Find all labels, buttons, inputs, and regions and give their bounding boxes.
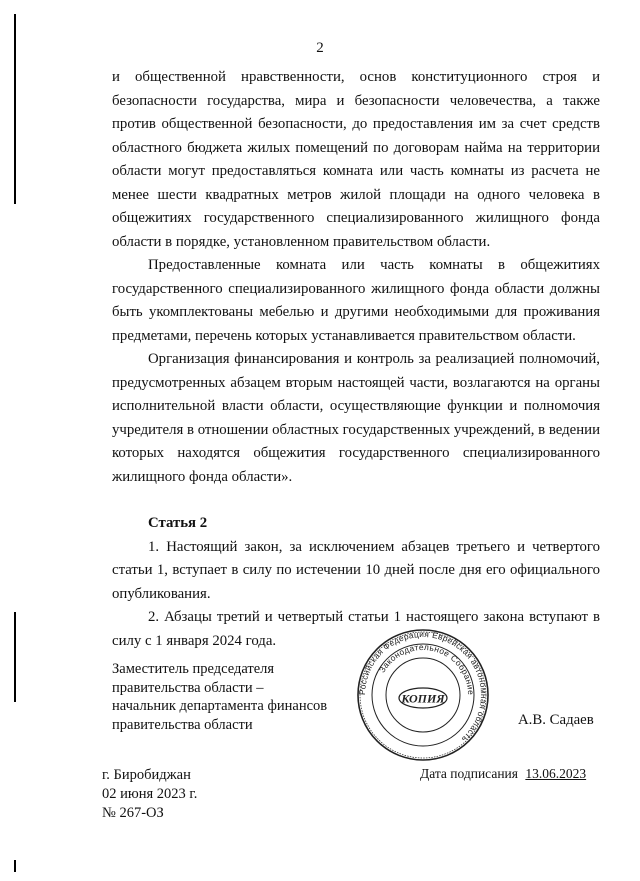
article-heading: Статья 2 — [148, 515, 208, 531]
scan-edge-mark — [14, 860, 16, 872]
issue-details — [102, 766, 197, 823]
signatory-title-line: правительства области – — [112, 679, 264, 696]
paragraph: 2. Абзацы третий и четвертый статьи 1 настоящего закона вступают в силу с 1 января 2024 года. — [112, 609, 600, 649]
seal-outer-text: Российская Федерация Еврейская автономная область — [356, 628, 490, 745]
issue-date: 02 июня 2023 г. — [102, 786, 198, 802]
seal-inner-text: Законодательное Собрание — [376, 641, 477, 696]
law-number: № 267-ОЗ — [102, 805, 164, 821]
signing-date-label: Дата подписания — [420, 766, 518, 781]
official-seal-stamp — [356, 628, 490, 762]
document-body — [112, 66, 600, 653]
paragraph: 1. Настоящий закон, за исключением абзацев третьего и четвертого статьи 1, вступает в силу по истечении 10 дней после дня его официального опубликования. — [112, 538, 600, 602]
page-number: 2 — [316, 40, 324, 56]
signatory-name: А.В. Садаев — [518, 712, 594, 728]
signatory-title-line: Заместитель председателя — [112, 661, 275, 677]
issue-place: г. Биробиджан — [102, 767, 191, 783]
signatory-title-line: начальник департамента финансов — [112, 698, 328, 714]
signing-date-value: 13.06.2023 — [525, 766, 587, 781]
paragraph-continuation: и общественной нравственности, основ конституционного строя и безопасности государства, мира и безопасности человечества, а также против общественной безопасности, до предоставления им за счет средств областного бюджета жилых помещений по договорам найма на территории области могут предоставляться комната или часть комнаты из расчета не менее шести квадратных метров жилой площади на одного человека в общежитиях государственного специализированного жилищного фонда области в порядке, установленном правительством области. — [112, 69, 600, 250]
signatory-title-line: правительства области — [112, 716, 253, 733]
scan-edge-mark — [14, 612, 16, 702]
paragraph: Предоставленные комната или часть комнаты в общежитиях государственного специализированного жилищного фонда области должны быть укомплектованы мебелью и другими необходимыми для проживания предметами, перечень которых устанавливается правительством области. — [112, 257, 600, 344]
signatory-title — [112, 660, 342, 734]
seal-copy-label: КОПИЯ — [401, 691, 445, 706]
paragraph: Организация финансирования и контроль за реализацией полномочий, предусмотренных абзацем вторым настоящей части, возлагаются на органы исполнительной власти области, осуществляющие функции и полномочия учредителя в отношении областных государственных учреждений, в ведении которых находятся общежития государственного специализированного жилищного фонда области». — [112, 351, 600, 485]
signing-date — [420, 766, 586, 782]
